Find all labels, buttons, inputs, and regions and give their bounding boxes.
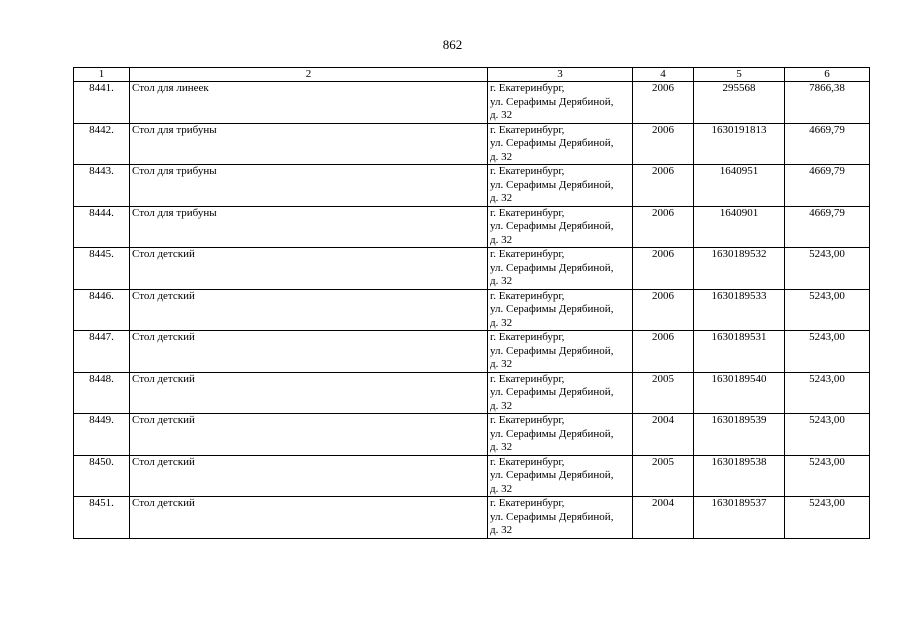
address-line: ул. Серафимы Дерябиной, — [490, 220, 614, 232]
row-number-cell: 8449. — [74, 414, 130, 456]
inventory-number-cell: 1630189538 — [694, 455, 785, 497]
address-line: г. Екатеринбург, — [490, 497, 565, 509]
cost-cell: 5243,00 — [785, 455, 870, 497]
address-line: г. Екатеринбург, — [490, 82, 565, 94]
header-cell-4: 4 — [633, 68, 694, 82]
address-line: г. Екатеринбург, — [490, 248, 565, 260]
row-number-cell: 8450. — [74, 455, 130, 497]
address-line: г. Екатеринбург, — [490, 289, 565, 302]
inventory-number-cell: 1630189533 — [694, 289, 785, 331]
address-line: д. 32 — [490, 150, 513, 163]
row-number-cell: 8451. — [74, 497, 130, 539]
cost-cell: 5243,00 — [785, 248, 870, 290]
year-cell: 2006 — [633, 82, 694, 124]
header-cell-3: 3 — [488, 68, 633, 82]
address-line: ул. Серафимы Дерябиной, — [490, 137, 614, 149]
table-body — [74, 82, 870, 539]
address-line: д. 32 — [490, 275, 513, 287]
address-line: г. Екатеринбург, — [490, 165, 565, 177]
table-row — [74, 497, 870, 539]
cost-cell: 5243,00 — [785, 289, 870, 331]
item-name-cell: Стол детский — [130, 497, 488, 539]
item-name-cell: Стол для трибуны — [130, 123, 488, 165]
cost-cell: 4669,79 — [785, 165, 870, 207]
year-cell: 2004 — [633, 497, 694, 539]
address-cell — [488, 165, 633, 207]
row-number-cell: 8441. — [74, 82, 130, 124]
address-line: ул. Серафимы Дерябиной, — [490, 386, 614, 398]
address-line: г. Екатеринбург, — [490, 372, 565, 385]
table-header — [74, 68, 870, 82]
address-cell — [488, 497, 633, 539]
header-cell-5: 5 — [694, 68, 785, 82]
address-line: д. 32 — [490, 233, 513, 246]
address-cell — [488, 248, 633, 290]
inventory-number-cell: 1640901 — [694, 206, 785, 248]
address-line: д. 32 — [490, 399, 513, 412]
cost-cell: 5243,00 — [785, 497, 870, 539]
address-cell — [488, 206, 633, 248]
address-line: ул. Серафимы Дерябиной, — [490, 469, 614, 481]
header-cell-2: 2 — [130, 68, 488, 82]
table-row — [74, 289, 870, 331]
year-cell: 2005 — [633, 372, 694, 414]
address-line: д. 32 — [490, 441, 513, 453]
address-line: ул. Серафимы Дерябиной, — [490, 344, 614, 357]
table-row — [74, 82, 870, 124]
year-cell: 2005 — [633, 455, 694, 497]
year-cell: 2006 — [633, 248, 694, 290]
address-line: д. 32 — [490, 358, 513, 370]
item-name-cell: Стол детский — [130, 331, 488, 373]
address-line: д. 32 — [490, 482, 513, 495]
row-number-cell: 8444. — [74, 206, 130, 248]
header-cell-1: 1 — [74, 68, 130, 82]
inventory-number-cell: 1630191813 — [694, 123, 785, 165]
address-line: г. Екатеринбург, — [490, 123, 565, 136]
row-number-cell: 8448. — [74, 372, 130, 414]
header-cell-6: 6 — [785, 68, 870, 82]
address-cell — [488, 289, 633, 331]
cost-cell: 5243,00 — [785, 372, 870, 414]
table-row — [74, 331, 870, 373]
item-name-cell: Стол детский — [130, 455, 488, 497]
cost-cell: 5243,00 — [785, 414, 870, 456]
table-row — [74, 455, 870, 497]
inventory-number-cell: 1630189539 — [694, 414, 785, 456]
cost-cell: 4669,79 — [785, 206, 870, 248]
address-cell — [488, 372, 633, 414]
inventory-number-cell: 1630189531 — [694, 331, 785, 373]
cost-cell: 5243,00 — [785, 331, 870, 373]
item-name-cell: Стол для линеек — [130, 82, 488, 124]
year-cell: 2006 — [633, 123, 694, 165]
address-line: д. 32 — [490, 109, 513, 121]
item-name-cell: Стол для трибуны — [130, 165, 488, 207]
address-line: г. Екатеринбург, — [490, 331, 565, 343]
year-cell: 2004 — [633, 414, 694, 456]
address-cell — [488, 82, 633, 124]
item-name-cell: Стол детский — [130, 414, 488, 456]
year-cell: 2006 — [633, 289, 694, 331]
row-number-cell: 8446. — [74, 289, 130, 331]
address-line: д. 32 — [490, 524, 513, 536]
address-line: ул. Серафимы Дерябиной, — [490, 427, 614, 440]
address-line: ул. Серафимы Дерябиной, — [490, 510, 614, 523]
item-name-cell: Стол для трибуны — [130, 206, 488, 248]
inventory-number-cell: 1630189540 — [694, 372, 785, 414]
address-line: д. 32 — [490, 316, 513, 329]
year-cell: 2006 — [633, 165, 694, 207]
inventory-number-cell: 1630189532 — [694, 248, 785, 290]
row-number-cell: 8443. — [74, 165, 130, 207]
cost-cell: 7866,38 — [785, 82, 870, 124]
table-row — [74, 372, 870, 414]
item-name-cell: Стол детский — [130, 289, 488, 331]
inventory-number-cell: 1640951 — [694, 165, 785, 207]
inventory-number-cell: 295568 — [694, 82, 785, 124]
address-line: ул. Серафимы Дерябиной, — [490, 95, 614, 108]
cost-cell: 4669,79 — [785, 123, 870, 165]
address-line: д. 32 — [490, 192, 513, 204]
row-number-cell: 8445. — [74, 248, 130, 290]
address-cell — [488, 455, 633, 497]
table-row — [74, 248, 870, 290]
header-row — [74, 68, 870, 82]
address-cell — [488, 331, 633, 373]
address-cell — [488, 123, 633, 165]
year-cell: 2006 — [633, 206, 694, 248]
address-line: ул. Серафимы Дерябиной, — [490, 261, 614, 274]
address-line: ул. Серафимы Дерябиной, — [490, 178, 614, 191]
address-line: г. Екатеринбург, — [490, 455, 565, 468]
table-row — [74, 414, 870, 456]
table-row — [74, 165, 870, 207]
item-name-cell: Стол детский — [130, 372, 488, 414]
year-cell: 2006 — [633, 331, 694, 373]
item-name-cell: Стол детский — [130, 248, 488, 290]
address-cell — [488, 414, 633, 456]
property-registry-table — [73, 67, 870, 539]
address-line: г. Екатеринбург, — [490, 206, 565, 219]
address-line: г. Екатеринбург, — [490, 414, 565, 426]
address-line: ул. Серафимы Дерябиной, — [490, 303, 614, 315]
row-number-cell: 8447. — [74, 331, 130, 373]
page-number: 862 — [442, 37, 463, 52]
inventory-number-cell: 1630189537 — [694, 497, 785, 539]
row-number-cell: 8442. — [74, 123, 130, 165]
table-row — [74, 123, 870, 165]
table-row — [74, 206, 870, 248]
